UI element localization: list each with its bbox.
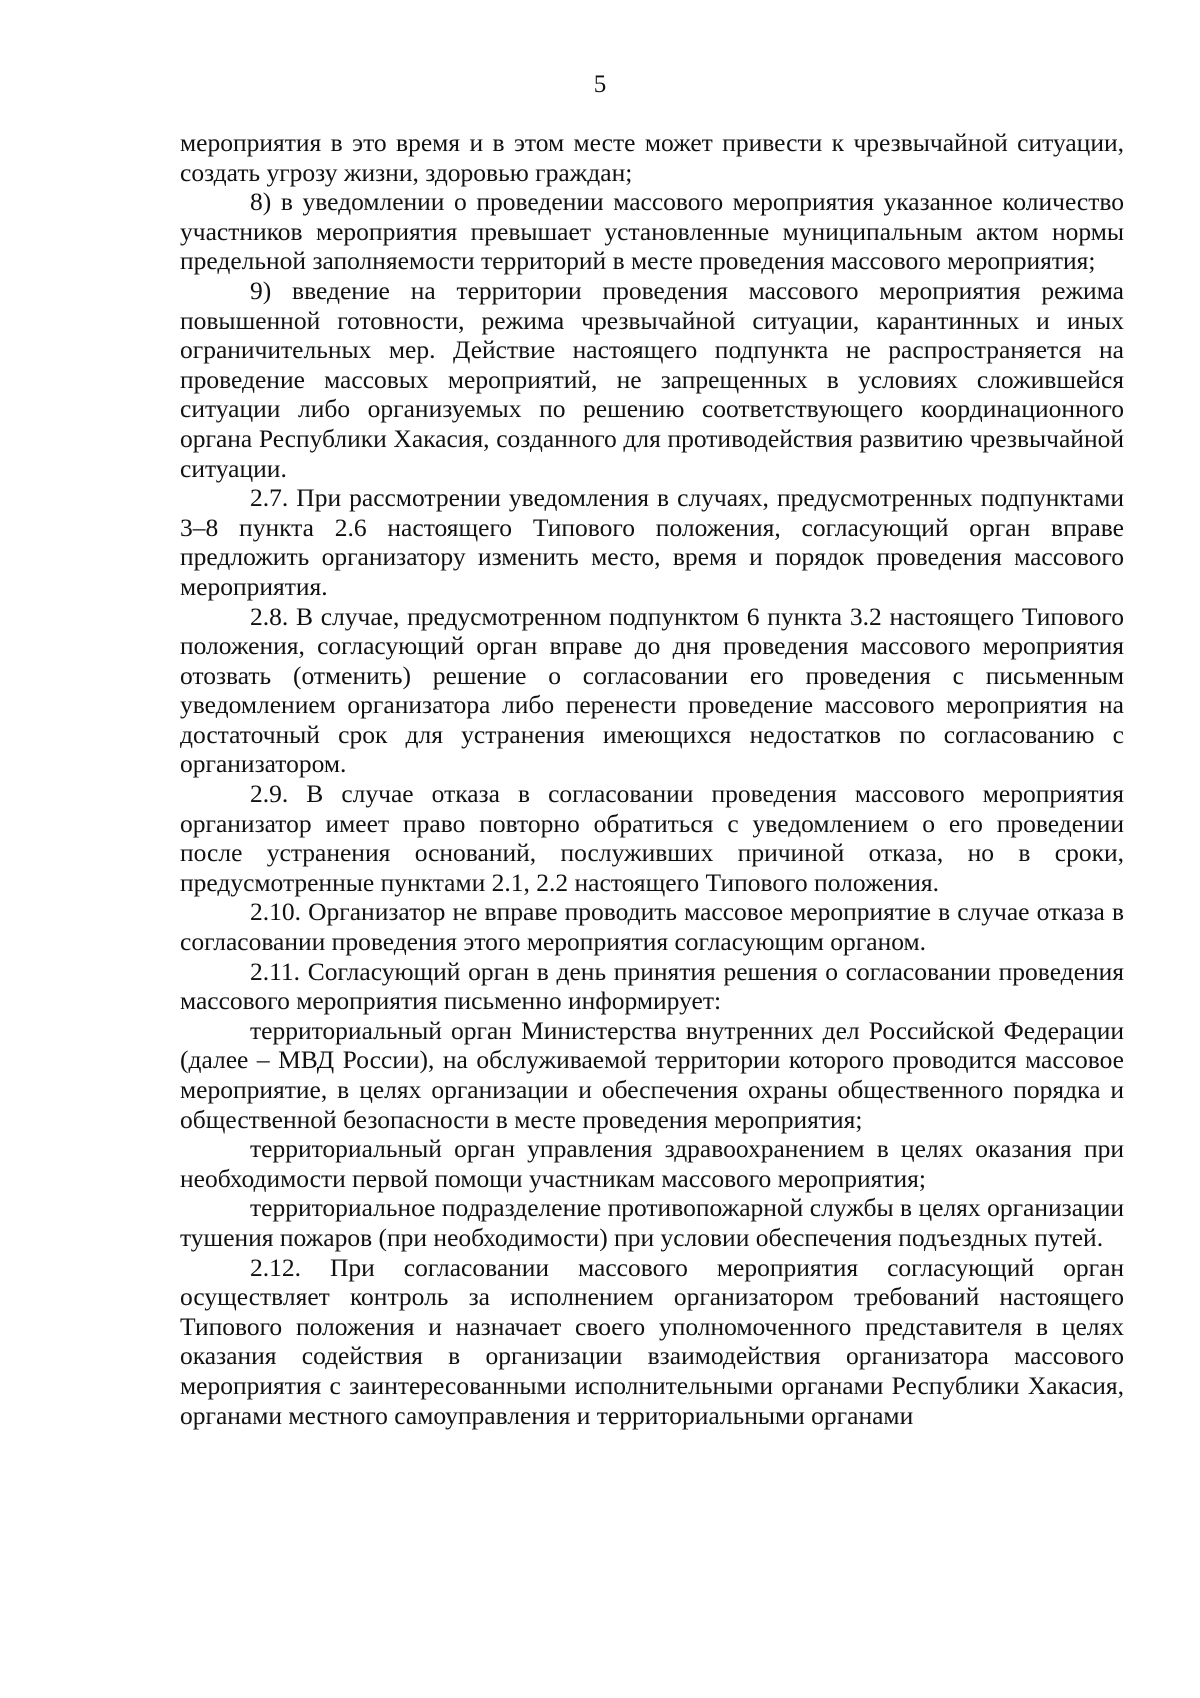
paragraph-item-8: 8) в уведомлении о проведении массового мероприятия указанное количество участников мероприятия превышает установленные муниципальным актом нормы предельной заполняемости территорий в месте проведения массового мероприятия; (180, 187, 1124, 276)
paragraph-2-9: 2.9. В случае отказа в согласовании проведения массового мероприятия организатор имеет право повторно обратиться с уведомлением о его проведении после устранения оснований, послуживших причиной отказа, но в сроки, предусмотренные пунктами 2.1, 2.2 настоящего Типового положения. (180, 779, 1124, 897)
paragraph-2-8: 2.8. В случае, предусмотренном подпунктом 6 пункта 3.2 настоящего Типового положения, согласующий орган вправе до дня проведения массового мероприятия отозвать (отменить) решение о согласовании его проведения с письменным уведомлением организатора либо перенести проведение массового мероприятия на достаточный срок для устранения имеющихся недостатков по согласованию с организатором. (180, 601, 1124, 779)
paragraph-2-7: 2.7. При рассмотрении уведомления в случаях, предусмотренных подпунктами 3–8 пункта 2.6 настоящего Типового положения, согласующий орган вправе предложить организатору изменить место, время и порядок проведения массового мероприятия. (180, 483, 1124, 601)
paragraph-item-9: 9) введение на территории проведения массового мероприятия режима повышенной готовности, режима чрезвычайной ситуации, карантинных и иных ограничительных мер. Действие настоящего подпункта не распространяется на проведение массовых мероприятий, не запрещенных в условиях сложившейся ситуации либо организуемых по решению соответствующего координационного органа Республики Хакасия, созданного для противодействия развитию чрезвычайной ситуации. (180, 275, 1124, 483)
page-number: 5 (593, 71, 607, 98)
paragraph-fire-service: территориальное подразделение противопожарной службы в целях организации тушения пожаров (при необходимости) при условии обеспечения подъездных путей. (180, 1193, 1124, 1252)
paragraph-2-12: 2.12. При согласовании массового мероприятия согласующий орган осуществляет контроль за исполнением организатором требований настоящего Типового положения и назначает своего уполномоченного представителя в целях оказания содействия в организации взаимодействия организатора массового мероприятия с заинтересованными исполнительными органами Республики Хакасия, органами местного самоуправления и территориальными органами (180, 1252, 1124, 1430)
paragraph-continuation: мероприятия в это время и в этом месте может привести к чрезвычайной ситуации, создать угрозу жизни, здоровью граждан; (180, 128, 1124, 187)
paragraph-health: территориальный орган управления здравоохранением в целях оказания при необходимости первой помощи участникам массового мероприятия; (180, 1134, 1124, 1193)
paragraph-mvd: территориальный орган Министерства внутренних дел Российской Федерации (далее – МВД России), на обслуживаемой территории которого проводится массовое мероприятие, в целях организации и обеспечения охраны общественного порядка и общественной безопасности в месте проведения мероприятия; (180, 1015, 1124, 1134)
paragraph-2-11: 2.11. Согласующий орган в день принятия решения о согласовании проведения массового мероприятия письменно информирует: (180, 956, 1124, 1016)
document-body (180, 128, 1124, 1430)
paragraph-2-10: 2.10. Организатор не вправе проводить массовое мероприятие в случае отказа в согласовании проведения этого мероприятия согласующим органом. (180, 897, 1124, 957)
